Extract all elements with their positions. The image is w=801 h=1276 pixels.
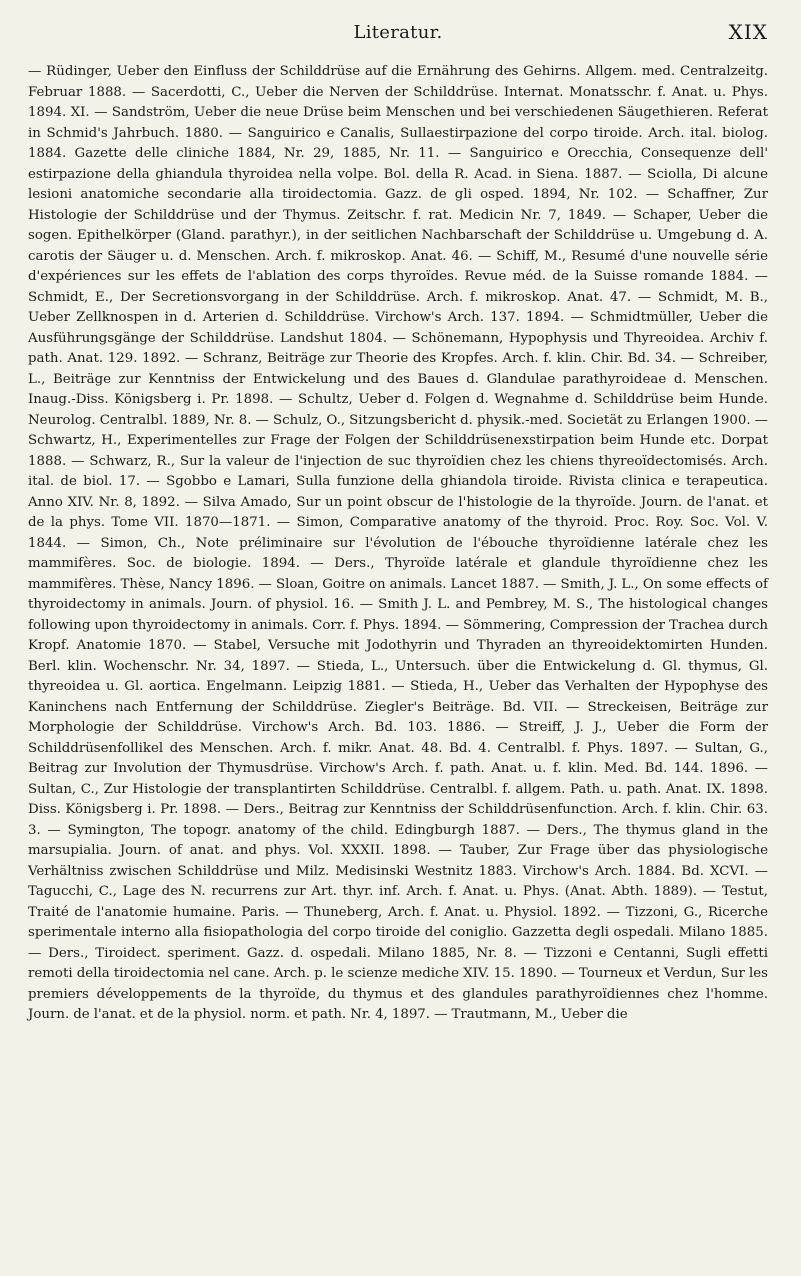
bibliography-text <box>28 62 768 1026</box>
page <box>28 20 768 1260</box>
page-header <box>28 20 768 54</box>
references-paragraph: — Rüdinger, Ueber den Einfluss der Schilddrüse auf die Ernährung des Gehirns. Allgem. med. Centralzeitg. Februar 1888. — Sacerdotti, C., Ueber die Nerven der Schilddrüse. Internat. Monatsschr. f. Anat. u. Phys. 1894. XI. — Sandström, Ueber die neue Drüse beim Menschen und bei verschiedenen Säugethieren. Referat in Schmid's Jahrbuch. 1880. — Sanguirico e Canalis, Sullaestirpazione del corpo tiroide. Arch. ital. biolog. 1884. Gazette delle cliniche 1884, Nr. 29, 1885, Nr. 11. — Sanguirico e Orecchia, Consequenze dell' estirpazione della ghiandula thyroidea nella volpe. Bol. della R. Acad. in Siena. 1887. — Sciolla, Di alcune lesioni anatomiche secondarie alla tiroidectomia. Gazz. de gli osped. 1894, Nr. 102. — Schaffner, Zur Histologie der Schilddrüse und der Thymus. Zeitschr. f. rat. Medicin Nr. 7, 1849. — Schaper, Ueber die sogen. Epithelkörper (Gland. parathyr.), in der seitlichen Nachbarschaft der Schilddrüse u. Umgebung d. A. carotis der Säuger u. d. Menschen. Arch. f. mikroskop. Anat. 46. — Schiff, M., Resumé d'une nouvelle série d'expériences sur les effets de l'ablation des corps thyroïdes. Revue méd. de la Suisse romande 1884. — Schmidt, E., Der Secretionsvorgang in der Schilddrüse. Arch. f. mikroskop. Anat. 47. — Schmidt, M. B., Ueber Zellknospen in d. Arterien d. Schilddrüse. Virchow's Arch. 137. 1894. — Schmidtmüller, Ueber die Ausführungsgänge der Schilddrüse. Landshut 1804. — Schönemann, Hypophysis und Thyreoidea. Archiv f. path. Anat. 129. 1892. — Schranz, Beiträge zur Theorie des Kropfes. Arch. f. klin. Chir. Bd. 34. — Schreiber, L., Beiträge zur Kenntniss der Entwickelung und des Baues d. Glandulae parathyroideae d. Menschen. Inaug.-Diss. Königsberg i. Pr. 1898. — Schultz, Ueber d. Folgen d. Wegnahme d. Schilddrüse beim Hunde. Neurolog. Centralbl. 1889, Nr. 8. — Schulz, O., Sitzungsbericht d. physik.-med. Societät zu Erlangen 1900. — Schwartz, H., Experimentelles zur Frage der Folgen der Schilddrüsenexstirpation beim Hunde etc. Dorpat 1888. — Schwarz, R., Sur la valeur de l'injection de suc thyroïdien chez les chiens thyreoïdectomisés. Arch. ital. de biol. 17. — Sgobbo e Lamari, Sulla funzione della ghiandola tiroide. Rivista clinica e terapeutica. Anno XIV. Nr. 8, 1892. — Silva Amado, Sur un point obscur de l'histologie de la thyroïde. Journ. de l'anat. et de la phys. Tome VII. 1870—1871. — Simon, Comparative anatomy of the thyroid. Proc. Roy. Soc. Vol. V. 1844. — Simon, Ch., Note préliminaire sur l'évolution de l'ébouche thyroïdienne latérale chez les mammifères. Soc. de biologie. 1894. — Ders., Thyroïde latérale et glandule thyroïdienne chez les mammifères. Thèse, Nancy 1896. — Sloan, Goitre on animals. Lancet 1887. — Smith, J. L., On some effects of thyroidectomy in animals. Journ. of physiol. 16. — Smith J. L. and Pembrey, M. S., The histological changes following upon thyroidectomy in animals. Corr. f. Phys. 1894. — Sömmering, Compression der Trachea durch Kropf. Anatomie 1870. — Stabel, Versuche mit Jodothyrin und Thyraden an thyreoidektomirten Hunden. Berl. klin. Wochenschr. Nr. 34, 1897. — Stieda, L., Untersuch. über die Entwickelung d. Gl. thymus, Gl. thyreoidea u. Gl. aortica. Engelmann. Leipzig 1881. — Stieda, H., Ueber das Verhalten der Hypophyse des Kaninchens nach Entfernung der Schilddrüse. Ziegler's Beiträge. Bd. VII. — Streckeisen, Beiträge zur Morphologie der Schilddrüse. Virchow's Arch. Bd. 103. 1886. — Streiff, J. J., Ueber die Form der Schilddrüsenfollikel des Menschen. Arch. f. mikr. Anat. 48. Bd. 4. Centralbl. f. Phys. 1897. — Sultan, G., Beitrag zur Involution der Thymusdrüse. Virchow's Arch. f. path. Anat. u. f. klin. Med. Bd. 144. 1896. — Sultan, C., Zur Histologie der transplantirten Schilddrüse. Centralbl. f. allgem. Path. u. path. Anat. IX. 1898. Diss. Königsberg i. Pr. 1898. — Ders., Beitrag zur Kenntniss der Schilddrüsenfunction. Arch. f. klin. Chir. 63. 3. — Symington, The topogr. anatomy of the child. Edingburgh 1887. — Ders., The thymus gland in the marsupialia. Journ. of anat. and phys. Vol. XXXII. 1898. — Tauber, Zur Frage über das physiologische Verhältniss zwischen Schilddrüse und Milz. Medisinski Westnitz 1883. Virchow's Arch. 1884. Bd. XCVI. — Tagucchi, C., Lage des N. recurrens zur Art. thyr. inf. Arch. f. Anat. u. Phys. (Anat. Abth. 1889). — Testut, Traité de l'anatomie humaine. Paris. — Thuneberg, Arch. f. Anat. u. Physiol. 1892. — Tizzoni, G., Ricerche sperimentale interno alla fisiopathologia del corpo tiroide del coniglio. Gazzetta degli ospedali. Milano 1885. — Ders., Tiroidect. speriment. Gazz. d. ospedali. Milano 1885, Nr. 8. — Tizzoni e Centanni, Sugli effetti remoti della tiroidectomia nel cane. Arch. p. le scienze mediche XIV. 15. 1890. — Tourneux et Verdun, Sur les premiers développements de la thyroïde, du thymus et des glandules parathyroïdiennes chez l'homme. Journ. de l'anat. et de la physiol. norm. et path. Nr. 4, 1897. — Trautmann, M., Ueber die <box>28 64 768 1022</box>
page-number: XIX <box>728 20 768 44</box>
running-title: Literatur. <box>353 22 443 43</box>
